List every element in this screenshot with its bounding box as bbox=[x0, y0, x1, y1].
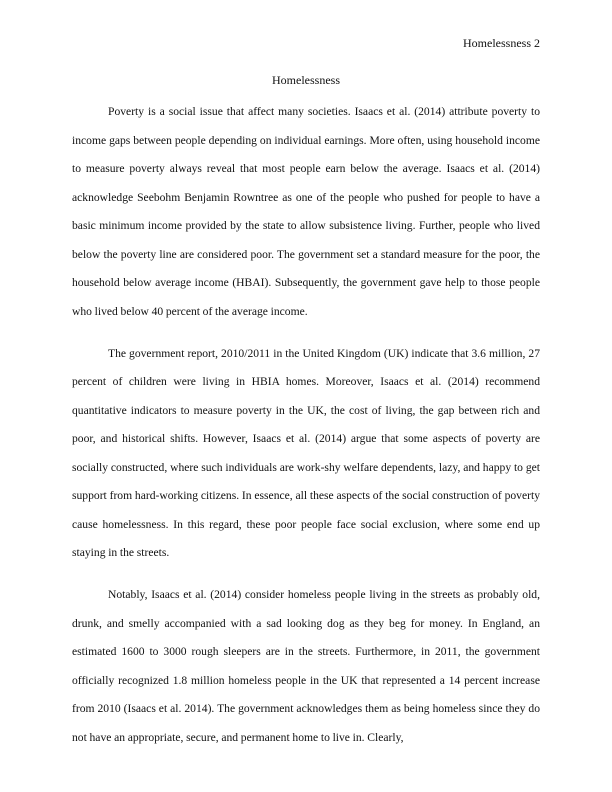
document-body bbox=[72, 98, 540, 766]
paragraph-2: The government report, 2010/2011 in the United Kingdom (UK) indicate that 3.6 million, 27 percent of children were living in HBIA homes. Moreover, Isaacs et al. (2014) recommend quantitative indicators to measure poverty in the UK, the cost of living, the gap between rich and poor, and historical shifts. However, Isaacs et al. (2014) argue that some aspects of poverty are socially constructed, where such individuals are work-shy welfare dependents, lazy, and happy to get support from hard-working citizens. In essence, all these aspects of the social construction of poverty cause homelessness. In this regard, these poor people face social exclusion, where some end up staying in the streets. bbox=[72, 346, 540, 559]
paragraph-1: Poverty is a social issue that affect many societies. Isaacs et al. (2014) attribute poverty to income gaps between people depending on individual earnings. More often, using household income to measure poverty always reveal that most people earn below the average. Isaacs et al. (2014) acknowledge Seebohm Benjamin Rowntree as one of the people who pushed for people to have a basic minimum income provided by the state to allow subsistence living. Further, people who lived below the poverty line are considered poor. The government set a standard measure for the poor, the household below average income (HBAI). Subsequently, the government gave help to those people who lived below 40 percent of the average income. bbox=[72, 105, 540, 318]
paragraph-3: Notably, Isaacs et al. (2014) consider homeless people living in the streets as probably old, drunk, and smelly accompanied with a sad looking dog as they beg for money. In England, an estimated 1600 to 3000 rough sleepers are in the streets. Furthermore, in 2011, the government officially recognized 1.8 million homeless people in the UK that represented a 14 percent increase from 2010 (Isaacs et al. 2014). The government acknowledges them as being homeless since they do not have an appropriate, secure, and permanent home to live in. Clearly, bbox=[72, 588, 540, 744]
running-head: Homelessness 2 bbox=[463, 36, 540, 50]
document-title: Homelessness bbox=[272, 73, 340, 87]
